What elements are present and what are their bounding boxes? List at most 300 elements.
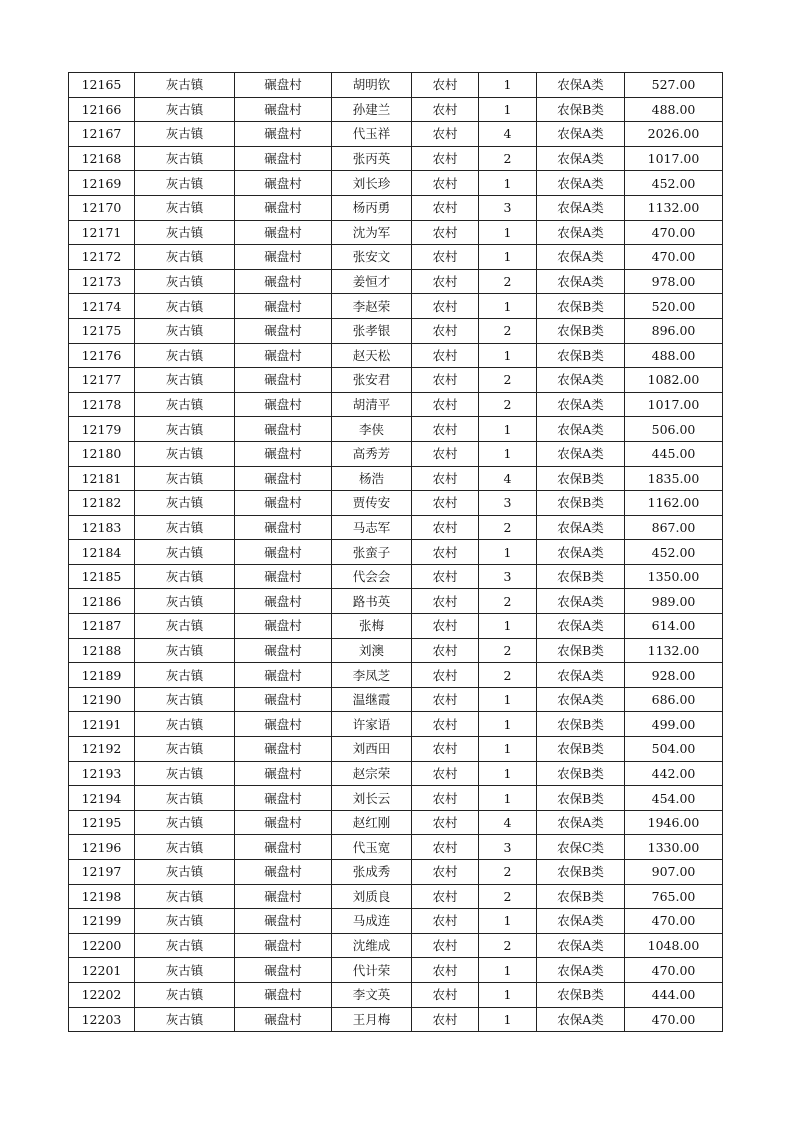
village-cell: 碾盘村 — [235, 146, 332, 171]
town-cell: 灰古镇 — [135, 294, 235, 319]
type-cell: 农村 — [412, 245, 479, 270]
name-cell: 李侠 — [332, 417, 412, 442]
name-cell: 路书英 — [332, 589, 412, 614]
table-row — [69, 810, 723, 835]
town-cell: 灰古镇 — [135, 589, 235, 614]
id-cell: 12179 — [69, 417, 135, 442]
type-cell: 农村 — [412, 909, 479, 934]
town-cell: 灰古镇 — [135, 368, 235, 393]
table-row — [69, 786, 723, 811]
name-cell: 姜恒才 — [332, 269, 412, 294]
category-cell: 农保B类 — [537, 884, 625, 909]
village-cell: 碾盘村 — [235, 737, 332, 762]
category-cell: 农保A类 — [537, 663, 625, 688]
name-cell: 赵红刚 — [332, 810, 412, 835]
count-cell: 1 — [479, 343, 537, 368]
table-row — [69, 441, 723, 466]
town-cell: 灰古镇 — [135, 614, 235, 639]
village-cell: 碾盘村 — [235, 122, 332, 147]
town-cell: 灰古镇 — [135, 958, 235, 983]
village-cell: 碾盘村 — [235, 933, 332, 958]
category-cell: 农保A类 — [537, 392, 625, 417]
town-cell: 灰古镇 — [135, 933, 235, 958]
amount-cell: 470.00 — [625, 909, 723, 934]
count-cell: 1 — [479, 982, 537, 1007]
name-cell: 张成秀 — [332, 860, 412, 885]
town-cell: 灰古镇 — [135, 195, 235, 220]
category-cell: 农保B类 — [537, 466, 625, 491]
category-cell: 农保A类 — [537, 220, 625, 245]
town-cell: 灰古镇 — [135, 220, 235, 245]
village-cell: 碾盘村 — [235, 97, 332, 122]
id-cell: 12175 — [69, 318, 135, 343]
category-cell: 农保A类 — [537, 368, 625, 393]
id-cell: 12193 — [69, 761, 135, 786]
type-cell: 农村 — [412, 737, 479, 762]
town-cell: 灰古镇 — [135, 1007, 235, 1032]
village-cell: 碾盘村 — [235, 958, 332, 983]
name-cell: 李文英 — [332, 982, 412, 1007]
type-cell: 农村 — [412, 220, 479, 245]
village-cell: 碾盘村 — [235, 466, 332, 491]
table-row — [69, 417, 723, 442]
table-row — [69, 294, 723, 319]
town-cell: 灰古镇 — [135, 810, 235, 835]
amount-cell: 470.00 — [625, 220, 723, 245]
id-cell: 12183 — [69, 515, 135, 540]
name-cell: 刘澳 — [332, 638, 412, 663]
village-cell: 碾盘村 — [235, 982, 332, 1007]
name-cell: 胡明钦 — [332, 73, 412, 98]
town-cell: 灰古镇 — [135, 122, 235, 147]
name-cell: 代玉宽 — [332, 835, 412, 860]
town-cell: 灰古镇 — [135, 171, 235, 196]
amount-cell: 1082.00 — [625, 368, 723, 393]
table-row — [69, 269, 723, 294]
id-cell: 12187 — [69, 614, 135, 639]
count-cell: 1 — [479, 441, 537, 466]
town-cell: 灰古镇 — [135, 712, 235, 737]
name-cell: 赵天松 — [332, 343, 412, 368]
village-cell: 碾盘村 — [235, 343, 332, 368]
count-cell: 2 — [479, 589, 537, 614]
type-cell: 农村 — [412, 663, 479, 688]
category-cell: 农保B类 — [537, 786, 625, 811]
category-cell: 农保A类 — [537, 614, 625, 639]
id-cell: 12198 — [69, 884, 135, 909]
type-cell: 农村 — [412, 884, 479, 909]
id-cell: 12203 — [69, 1007, 135, 1032]
village-cell: 碾盘村 — [235, 786, 332, 811]
town-cell: 灰古镇 — [135, 687, 235, 712]
town-cell: 灰古镇 — [135, 909, 235, 934]
data-table — [68, 72, 723, 1032]
town-cell: 灰古镇 — [135, 835, 235, 860]
type-cell: 农村 — [412, 294, 479, 319]
id-cell: 12190 — [69, 687, 135, 712]
id-cell: 12189 — [69, 663, 135, 688]
id-cell: 12178 — [69, 392, 135, 417]
id-cell: 12181 — [69, 466, 135, 491]
amount-cell: 1132.00 — [625, 638, 723, 663]
type-cell: 农村 — [412, 417, 479, 442]
town-cell: 灰古镇 — [135, 761, 235, 786]
town-cell: 灰古镇 — [135, 663, 235, 688]
type-cell: 农村 — [412, 318, 479, 343]
village-cell: 碾盘村 — [235, 687, 332, 712]
name-cell: 许家语 — [332, 712, 412, 737]
id-cell: 12185 — [69, 564, 135, 589]
amount-cell: 686.00 — [625, 687, 723, 712]
category-cell: 农保A类 — [537, 245, 625, 270]
amount-cell: 1132.00 — [625, 195, 723, 220]
count-cell: 1 — [479, 761, 537, 786]
table-row — [69, 835, 723, 860]
category-cell: 农保A类 — [537, 810, 625, 835]
category-cell: 农保A类 — [537, 269, 625, 294]
amount-cell: 488.00 — [625, 343, 723, 368]
name-cell: 张丙英 — [332, 146, 412, 171]
village-cell: 碾盘村 — [235, 515, 332, 540]
category-cell: 农保A类 — [537, 687, 625, 712]
type-cell: 农村 — [412, 638, 479, 663]
name-cell: 代玉祥 — [332, 122, 412, 147]
type-cell: 农村 — [412, 614, 479, 639]
type-cell: 农村 — [412, 958, 479, 983]
count-cell: 1 — [479, 1007, 537, 1032]
amount-cell: 765.00 — [625, 884, 723, 909]
village-cell: 碾盘村 — [235, 171, 332, 196]
name-cell: 张蛮子 — [332, 540, 412, 565]
count-cell: 1 — [479, 220, 537, 245]
town-cell: 灰古镇 — [135, 737, 235, 762]
type-cell: 农村 — [412, 786, 479, 811]
town-cell: 灰古镇 — [135, 982, 235, 1007]
count-cell: 2 — [479, 269, 537, 294]
amount-cell: 488.00 — [625, 97, 723, 122]
category-cell: 农保B类 — [537, 712, 625, 737]
count-cell: 2 — [479, 638, 537, 663]
name-cell: 沈为军 — [332, 220, 412, 245]
type-cell: 农村 — [412, 122, 479, 147]
name-cell: 张孝银 — [332, 318, 412, 343]
category-cell: 农保B类 — [537, 564, 625, 589]
count-cell: 2 — [479, 515, 537, 540]
table-row — [69, 638, 723, 663]
amount-cell: 442.00 — [625, 761, 723, 786]
table-row — [69, 737, 723, 762]
id-cell: 12173 — [69, 269, 135, 294]
count-cell: 1 — [479, 737, 537, 762]
category-cell: 农保A类 — [537, 958, 625, 983]
village-cell: 碾盘村 — [235, 761, 332, 786]
amount-cell: 504.00 — [625, 737, 723, 762]
table-row — [69, 73, 723, 98]
category-cell: 农保A类 — [537, 73, 625, 98]
type-cell: 农村 — [412, 368, 479, 393]
type-cell: 农村 — [412, 712, 479, 737]
type-cell: 农村 — [412, 171, 479, 196]
name-cell: 孙建兰 — [332, 97, 412, 122]
id-cell: 12182 — [69, 491, 135, 516]
category-cell: 农保A类 — [537, 122, 625, 147]
table-row — [69, 343, 723, 368]
amount-cell: 1162.00 — [625, 491, 723, 516]
amount-cell: 520.00 — [625, 294, 723, 319]
count-cell: 2 — [479, 146, 537, 171]
category-cell: 农保A类 — [537, 146, 625, 171]
amount-cell: 1946.00 — [625, 810, 723, 835]
village-cell: 碾盘村 — [235, 638, 332, 663]
category-cell: 农保B类 — [537, 638, 625, 663]
table-row — [69, 466, 723, 491]
type-cell: 农村 — [412, 687, 479, 712]
village-cell: 碾盘村 — [235, 392, 332, 417]
amount-cell: 989.00 — [625, 589, 723, 614]
name-cell: 杨丙勇 — [332, 195, 412, 220]
town-cell: 灰古镇 — [135, 786, 235, 811]
count-cell: 1 — [479, 786, 537, 811]
amount-cell: 978.00 — [625, 269, 723, 294]
name-cell: 温继霞 — [332, 687, 412, 712]
amount-cell: 527.00 — [625, 73, 723, 98]
type-cell: 农村 — [412, 441, 479, 466]
type-cell: 农村 — [412, 982, 479, 1007]
table-row — [69, 564, 723, 589]
id-cell: 12171 — [69, 220, 135, 245]
type-cell: 农村 — [412, 540, 479, 565]
amount-cell: 907.00 — [625, 860, 723, 885]
amount-cell: 470.00 — [625, 1007, 723, 1032]
table-row — [69, 318, 723, 343]
id-cell: 12199 — [69, 909, 135, 934]
type-cell: 农村 — [412, 195, 479, 220]
amount-cell: 1017.00 — [625, 392, 723, 417]
town-cell: 灰古镇 — [135, 73, 235, 98]
village-cell: 碾盘村 — [235, 441, 332, 466]
amount-cell: 499.00 — [625, 712, 723, 737]
category-cell: 农保B类 — [537, 294, 625, 319]
category-cell: 农保B类 — [537, 97, 625, 122]
village-cell: 碾盘村 — [235, 73, 332, 98]
name-cell: 代会会 — [332, 564, 412, 589]
amount-cell: 1835.00 — [625, 466, 723, 491]
town-cell: 灰古镇 — [135, 392, 235, 417]
category-cell: 农保A类 — [537, 933, 625, 958]
type-cell: 农村 — [412, 1007, 479, 1032]
amount-cell: 896.00 — [625, 318, 723, 343]
table-row — [69, 122, 723, 147]
table-row — [69, 368, 723, 393]
id-cell: 12192 — [69, 737, 135, 762]
category-cell: 农保A类 — [537, 171, 625, 196]
category-cell: 农保A类 — [537, 540, 625, 565]
amount-cell: 454.00 — [625, 786, 723, 811]
count-cell: 1 — [479, 417, 537, 442]
id-cell: 12191 — [69, 712, 135, 737]
type-cell: 农村 — [412, 392, 479, 417]
type-cell: 农村 — [412, 97, 479, 122]
village-cell: 碾盘村 — [235, 294, 332, 319]
id-cell: 12170 — [69, 195, 135, 220]
type-cell: 农村 — [412, 269, 479, 294]
table-row — [69, 515, 723, 540]
name-cell: 高秀芳 — [332, 441, 412, 466]
category-cell: 农保B类 — [537, 761, 625, 786]
amount-cell: 445.00 — [625, 441, 723, 466]
category-cell: 农保B类 — [537, 982, 625, 1007]
category-cell: 农保A类 — [537, 195, 625, 220]
count-cell: 2 — [479, 318, 537, 343]
name-cell: 贾传安 — [332, 491, 412, 516]
village-cell: 碾盘村 — [235, 195, 332, 220]
name-cell: 张梅 — [332, 614, 412, 639]
count-cell: 2 — [479, 933, 537, 958]
name-cell: 胡清平 — [332, 392, 412, 417]
type-cell: 农村 — [412, 564, 479, 589]
category-cell: 农保B类 — [537, 860, 625, 885]
id-cell: 12184 — [69, 540, 135, 565]
id-cell: 12195 — [69, 810, 135, 835]
count-cell: 1 — [479, 97, 537, 122]
type-cell: 农村 — [412, 343, 479, 368]
village-cell: 碾盘村 — [235, 712, 332, 737]
village-cell: 碾盘村 — [235, 540, 332, 565]
name-cell: 李凤芝 — [332, 663, 412, 688]
table-row — [69, 540, 723, 565]
village-cell: 碾盘村 — [235, 368, 332, 393]
type-cell: 农村 — [412, 73, 479, 98]
count-cell: 1 — [479, 245, 537, 270]
count-cell: 2 — [479, 663, 537, 688]
id-cell: 12172 — [69, 245, 135, 270]
count-cell: 3 — [479, 491, 537, 516]
table-row — [69, 195, 723, 220]
amount-cell: 444.00 — [625, 982, 723, 1007]
town-cell: 灰古镇 — [135, 146, 235, 171]
amount-cell: 2026.00 — [625, 122, 723, 147]
count-cell: 2 — [479, 860, 537, 885]
category-cell: 农保B类 — [537, 343, 625, 368]
town-cell: 灰古镇 — [135, 343, 235, 368]
amount-cell: 1048.00 — [625, 933, 723, 958]
category-cell: 农保A类 — [537, 589, 625, 614]
id-cell: 12201 — [69, 958, 135, 983]
amount-cell: 470.00 — [625, 958, 723, 983]
town-cell: 灰古镇 — [135, 466, 235, 491]
village-cell: 碾盘村 — [235, 269, 332, 294]
table-row — [69, 146, 723, 171]
amount-cell: 928.00 — [625, 663, 723, 688]
category-cell: 农保C类 — [537, 835, 625, 860]
id-cell: 12180 — [69, 441, 135, 466]
count-cell: 1 — [479, 171, 537, 196]
id-cell: 12196 — [69, 835, 135, 860]
name-cell: 李赵荣 — [332, 294, 412, 319]
town-cell: 灰古镇 — [135, 860, 235, 885]
name-cell: 代计荣 — [332, 958, 412, 983]
name-cell: 张安君 — [332, 368, 412, 393]
name-cell: 刘长云 — [332, 786, 412, 811]
count-cell: 2 — [479, 884, 537, 909]
category-cell: 农保B类 — [537, 318, 625, 343]
village-cell: 碾盘村 — [235, 614, 332, 639]
village-cell: 碾盘村 — [235, 835, 332, 860]
table-row — [69, 171, 723, 196]
name-cell: 杨浩 — [332, 466, 412, 491]
table-row — [69, 392, 723, 417]
amount-cell: 867.00 — [625, 515, 723, 540]
village-cell: 碾盘村 — [235, 884, 332, 909]
id-cell: 12188 — [69, 638, 135, 663]
table-row — [69, 958, 723, 983]
village-cell: 碾盘村 — [235, 810, 332, 835]
town-cell: 灰古镇 — [135, 269, 235, 294]
type-cell: 农村 — [412, 761, 479, 786]
village-cell: 碾盘村 — [235, 589, 332, 614]
count-cell: 4 — [479, 466, 537, 491]
table-row — [69, 614, 723, 639]
town-cell: 灰古镇 — [135, 540, 235, 565]
category-cell: 农保A类 — [537, 909, 625, 934]
id-cell: 12186 — [69, 589, 135, 614]
type-cell: 农村 — [412, 810, 479, 835]
town-cell: 灰古镇 — [135, 318, 235, 343]
amount-cell: 506.00 — [625, 417, 723, 442]
id-cell: 12200 — [69, 933, 135, 958]
type-cell: 农村 — [412, 146, 479, 171]
village-cell: 碾盘村 — [235, 220, 332, 245]
amount-cell: 1330.00 — [625, 835, 723, 860]
table-row — [69, 589, 723, 614]
table-row — [69, 933, 723, 958]
table-row — [69, 909, 723, 934]
village-cell: 碾盘村 — [235, 491, 332, 516]
category-cell: 农保A类 — [537, 515, 625, 540]
table-row — [69, 245, 723, 270]
count-cell: 4 — [479, 810, 537, 835]
id-cell: 12176 — [69, 343, 135, 368]
amount-cell: 452.00 — [625, 171, 723, 196]
table-row — [69, 982, 723, 1007]
village-cell: 碾盘村 — [235, 245, 332, 270]
count-cell: 1 — [479, 687, 537, 712]
count-cell: 2 — [479, 368, 537, 393]
id-cell: 12174 — [69, 294, 135, 319]
id-cell: 12166 — [69, 97, 135, 122]
amount-cell: 452.00 — [625, 540, 723, 565]
count-cell: 3 — [479, 835, 537, 860]
table-row — [69, 97, 723, 122]
table-row — [69, 1007, 723, 1032]
name-cell: 刘质良 — [332, 884, 412, 909]
name-cell: 马志军 — [332, 515, 412, 540]
count-cell: 3 — [479, 564, 537, 589]
id-cell: 12177 — [69, 368, 135, 393]
count-cell: 2 — [479, 392, 537, 417]
count-cell: 1 — [479, 958, 537, 983]
id-cell: 12167 — [69, 122, 135, 147]
count-cell: 1 — [479, 294, 537, 319]
table-row — [69, 761, 723, 786]
name-cell: 张安文 — [332, 245, 412, 270]
name-cell: 刘西田 — [332, 737, 412, 762]
table-row — [69, 663, 723, 688]
count-cell: 1 — [479, 540, 537, 565]
table-row — [69, 491, 723, 516]
town-cell: 灰古镇 — [135, 245, 235, 270]
type-cell: 农村 — [412, 589, 479, 614]
